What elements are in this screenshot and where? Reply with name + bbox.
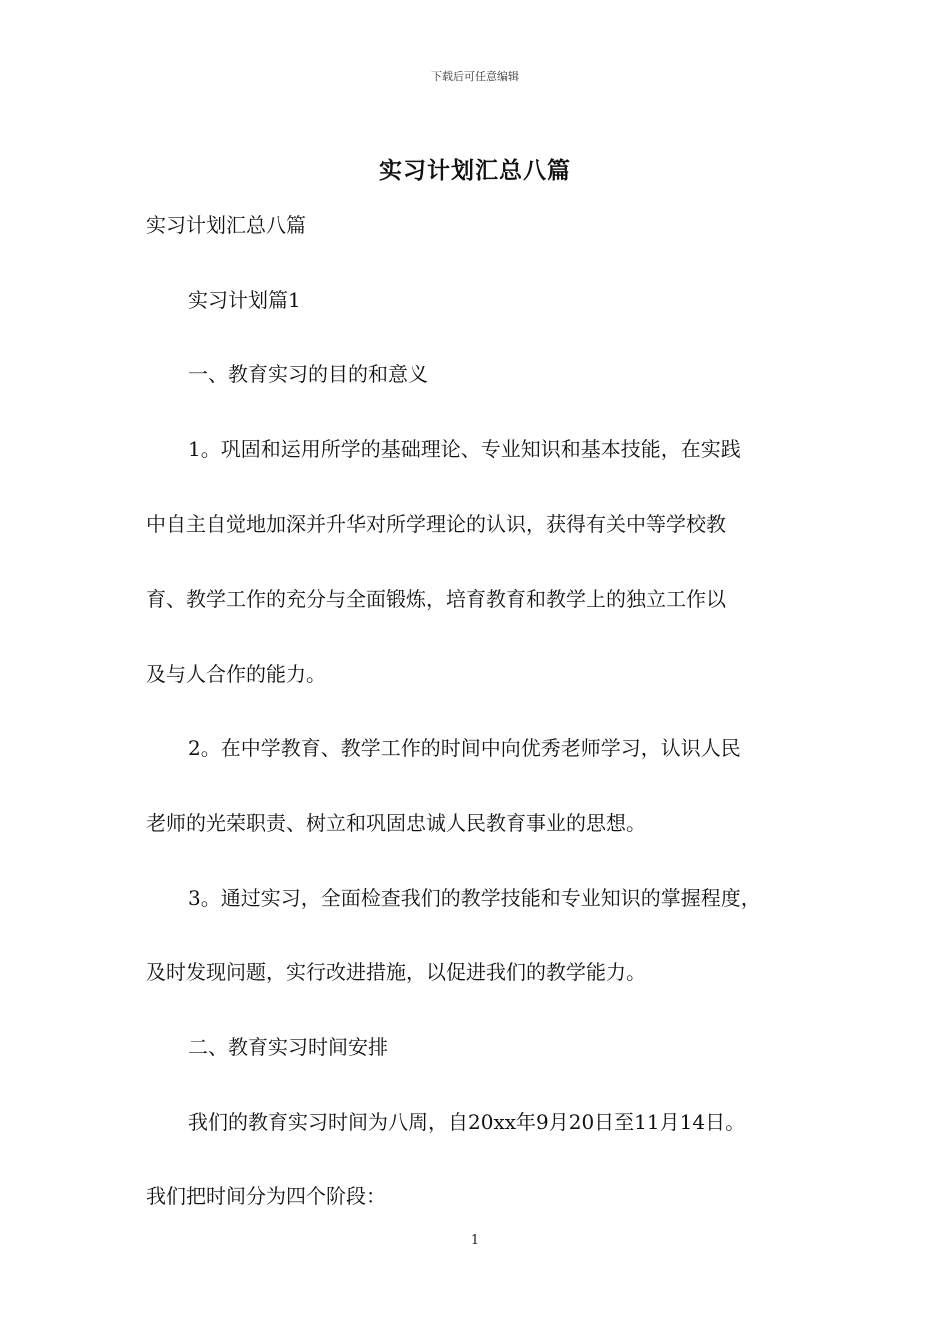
paragraph-line: 及与人合作的能力。 — [146, 662, 326, 686]
paragraph-line: 我们的教育实习时间为八周，自20xx年9月20日至11月14日。 — [188, 1110, 746, 1134]
section-heading: 一、教育实习的目的和意义 — [188, 362, 428, 386]
section-heading: 二、教育实习时间安排 — [188, 1035, 388, 1059]
paragraph-line: 3。通过实习，全面检查我们的教学技能和专业知识的掌握程度， — [188, 886, 761, 910]
subtitle-line: 实习计划汇总八篇 — [146, 213, 306, 237]
paragraph-line: 1。巩固和运用所学的基础理论、专业知识和基本技能，在实践 — [188, 437, 741, 461]
section-heading: 实习计划篇1 — [188, 288, 301, 312]
paragraph-line: 我们把时间分为四个阶段： — [146, 1184, 386, 1208]
page-number: 1 — [470, 1233, 480, 1248]
paragraph-line: 育、教学工作的充分与全面锻炼，培育教育和教学上的独立工作以 — [146, 587, 726, 611]
document-title: 实习计划汇总八篇 — [379, 157, 571, 184]
page-header-note: 下载后可任意编辑 — [431, 70, 519, 83]
paragraph-line: 2。在中学教育、教学工作的时间中向优秀老师学习，认识人民 — [188, 736, 741, 760]
paragraph-line: 及时发现问题，实行改进措施，以促进我们的教学能力。 — [146, 960, 646, 984]
paragraph-line: 中自主自觉地加深并升华对所学理论的认识，获得有关中等学校教 — [146, 512, 726, 536]
paragraph-line: 老师的光荣职责、树立和巩固忠诚人民教育事业的思想。 — [146, 811, 646, 835]
